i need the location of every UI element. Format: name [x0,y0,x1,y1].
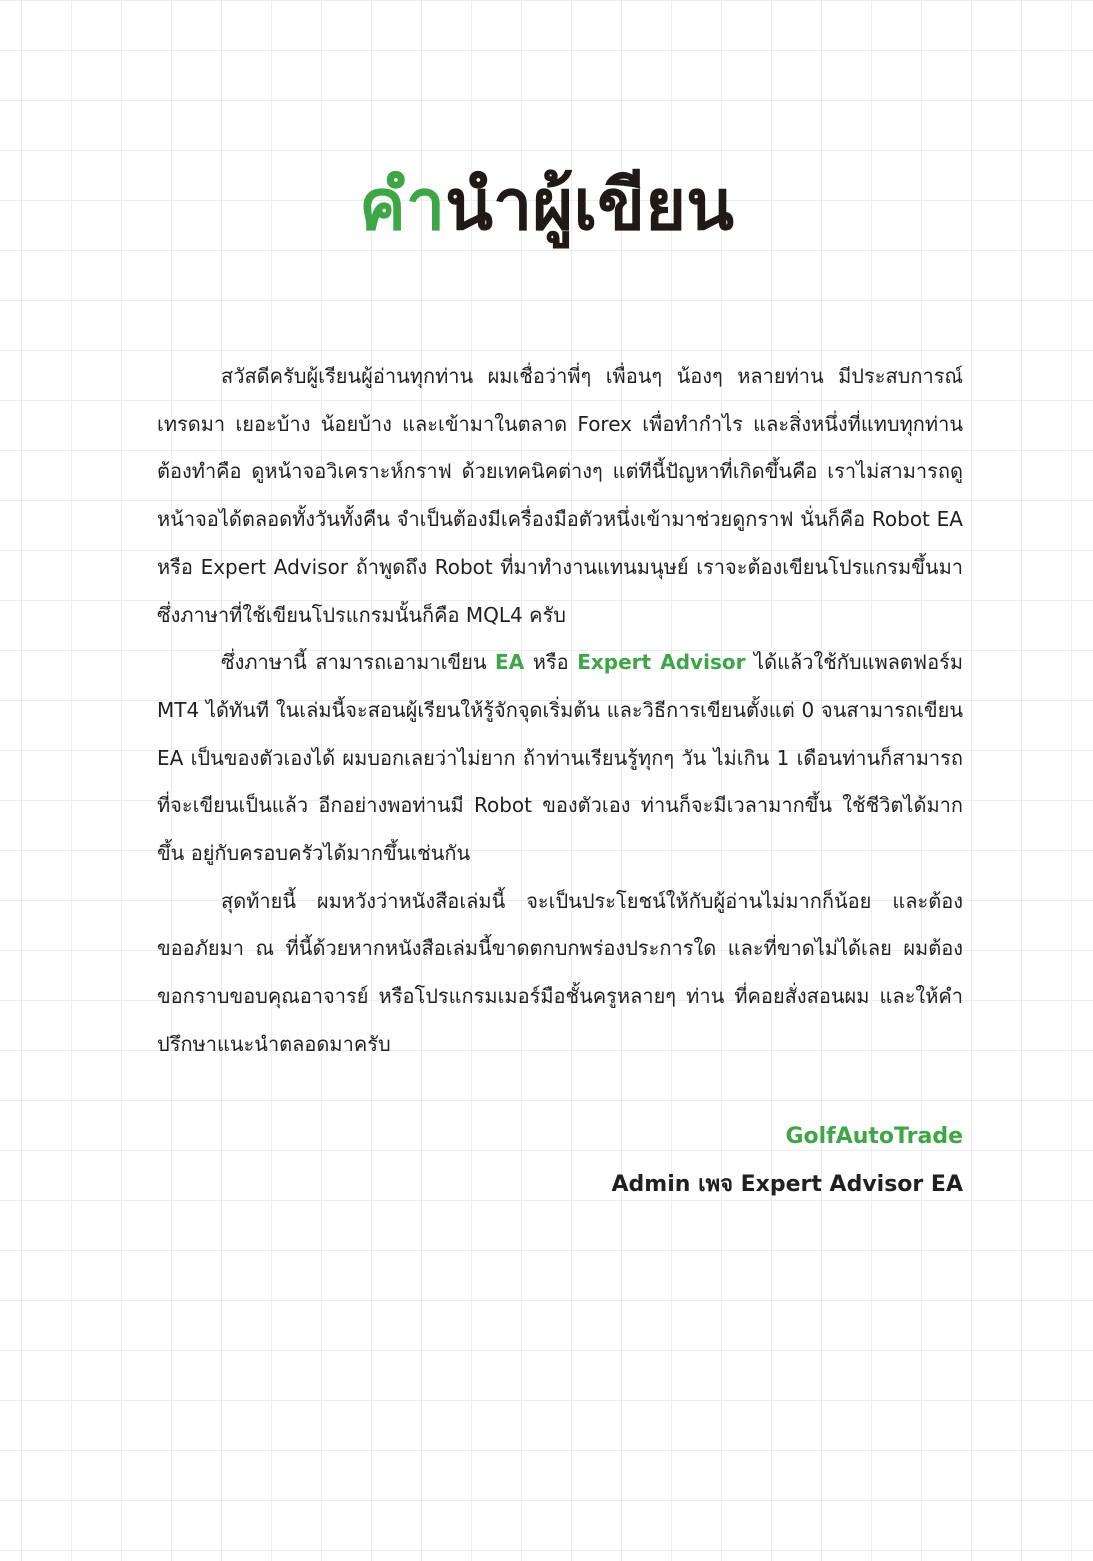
author-role: Admin เพจ Expert Advisor EA [611,1172,963,1197]
paragraph-1: สวัสดีครับผู้เรียนผู้อ่านทุกท่าน ผมเชื่อว่าพี่ๆ เพื่อนๆ น้องๆ หลายท่าน มีประสบการณ์เทรดมา เยอะบ้าง น้อยบ้าง และเข้ามาในตลาด Forex เพื่อทำกำไร และสิ่งหนึ่งที่แทบทุกท่านต้องทำคือ ดูหน้าจอวิเคราะห์กราฟ ด้วยเทคนิคต่างๆ แต่ทีนี้ปัญหาที่เกิดขึ้นคือ เราไม่สามารถดูหน้าจอได้ตลอดทั้งวันทั้งคืน จำเป็นต้องมีเครื่องมือตัวหนึ่งเข้ามาช่วยดูกราฟ นั่นก็คือ Robot EA หรือ Expert Advisor ถ้าพูดถึง Robot ที่มาทำงานแทนมนุษย์ เราจะต้องเขียนโปรแกรมขึ้นมา ซึ่งภาษาที่ใช้เขียนโปรแกรมนั้นก็คือ MQL4 ครับ [157,364,963,627]
author-name: GolfAutoTrade [785,1124,963,1149]
paragraph-2 [157,639,963,878]
title-rest: นำผู้เขียน [445,164,734,246]
paragraph-3: สุดท้ายนี้ ผมหวังว่าหนังสือเล่มนี้ จะเป็นประโยชน์ให้กับผู้อ่านไม่มากก็น้อย และต้องขออภัยมา ณ ที่นี้ด้วยหากหนังสือเล่มนี้ขาดตกบกพร่องประการใด และที่ขาดไม่ได้เลย ผมต้องขอกราบขอบคุณอาจารย์ หรือโปรแกรมเมอร์มือชั้นครูหลายๆ ท่าน ที่คอยสั่งสอนผม และให้คำปรึกษาแนะนำตลอดมาครับ [157,888,963,1056]
page-title [0,150,1093,260]
paragraph-2-part-b: หรือ [524,650,578,675]
highlight-ea: EA [495,650,525,675]
highlight-expert-advisor: Expert Advisor [577,650,746,675]
paragraph-2-part-a: ซึ่งภาษานี้ สามารถเอามาเขียน [221,650,496,675]
paragraph-2-part-c: ได้แล้วใช้กับแพลตฟอร์ม MT4 ได้ทันที ในเล่มนี้จะสอนผู้เรียนให้รู้จักจุดเริ่มต้น และวิธีการเขียนตั้งแต่ 0 จนสามารถเขียน EA เป็นของตัวเองได้ ผมบอกเลยว่าไม่ยาก ถ้าท่านเรียนรู้ทุกๆ วัน ไม่เกิน 1 เดือนท่านก็สามารถที่จะเขียนเป็นแล้ว อีกอย่างพอท่านมี Robot ของตัวเอง ท่านก็จะมีเวลามากขึ้น ใช้ชีวิตได้มากขึ้น อยู่กับครอบครัวได้มากขึ้นเช่นกัน [157,650,964,866]
preface-body [157,353,963,1069]
title-accent-char: คำ [359,164,446,246]
